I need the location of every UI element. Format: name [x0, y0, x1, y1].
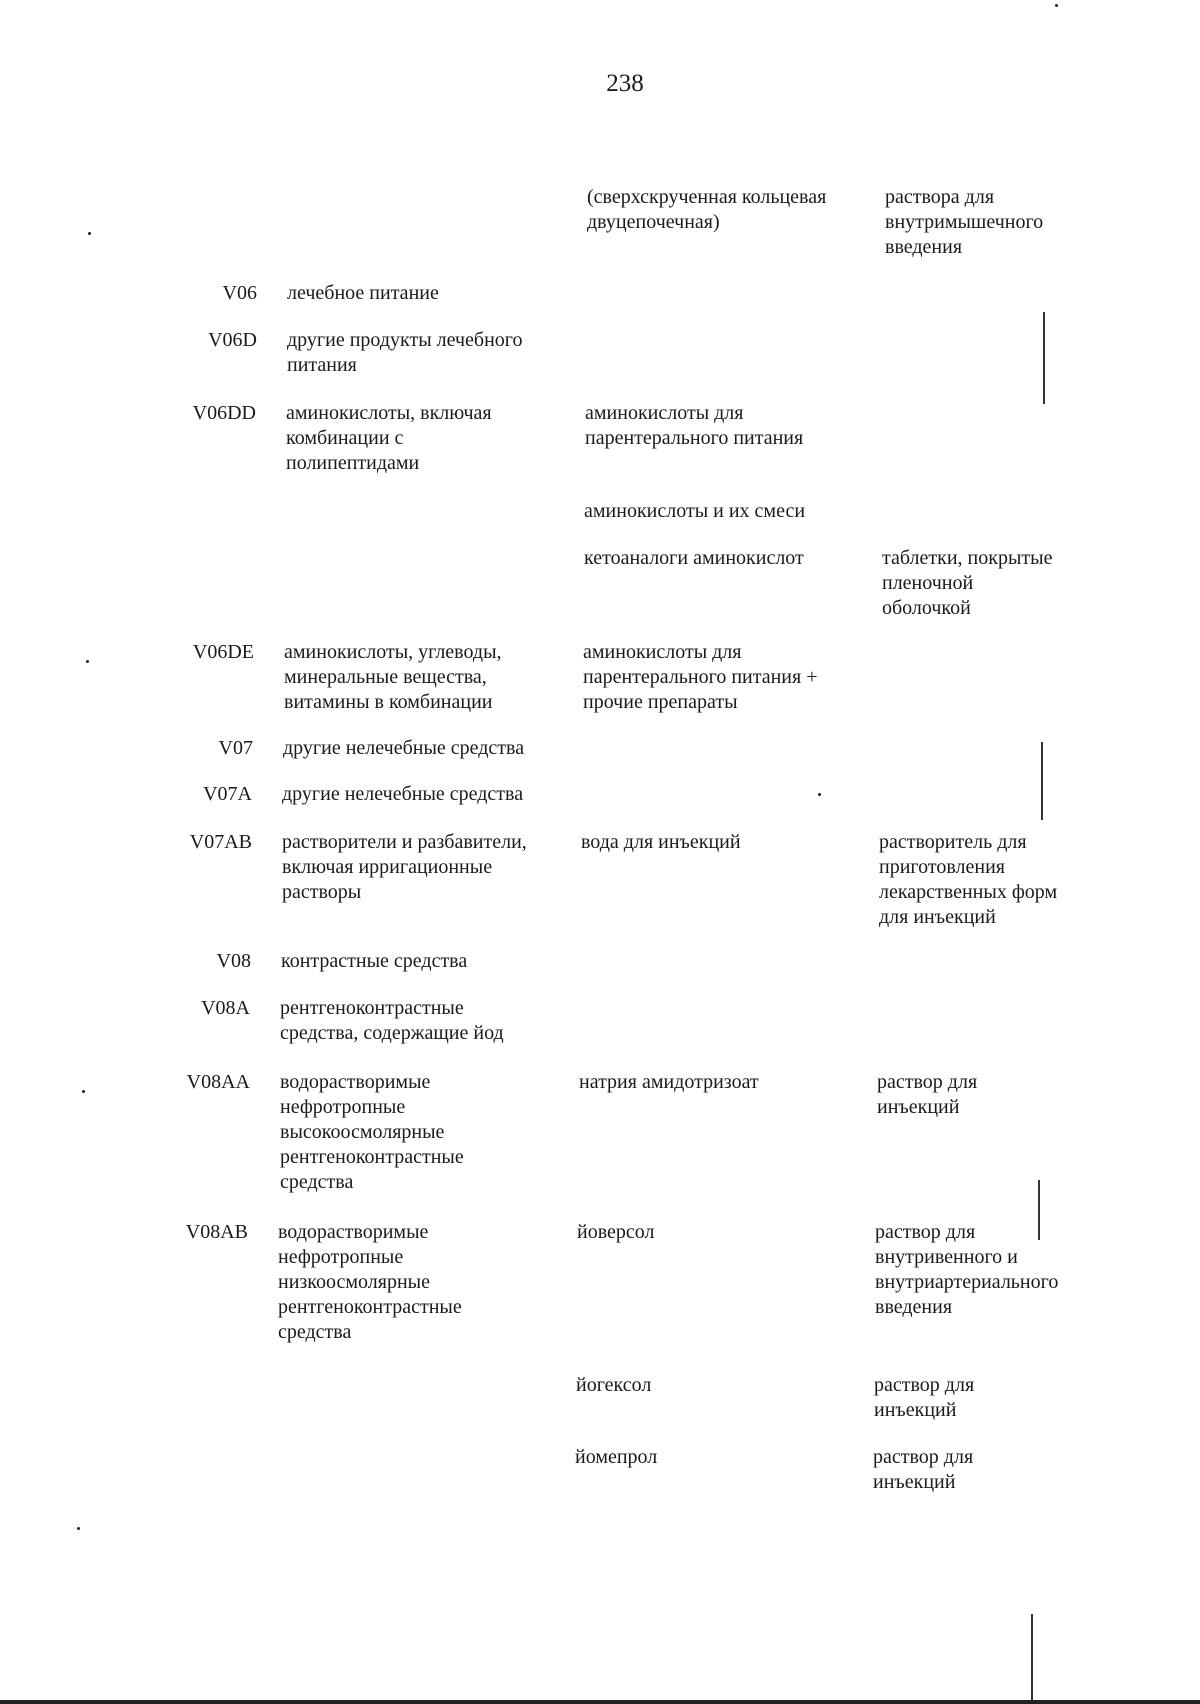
anatomical-therapeutic-group: водорастворимые нефротропные низкоосмолярные рентгеноконтрастные средства	[278, 1221, 462, 1343]
atc-code: V08A	[201, 997, 250, 1019]
anatomical-therapeutic-group: другие продукты лечебного питания	[287, 329, 523, 376]
drug-name: йомепрол	[575, 1446, 658, 1468]
drug-name: йоверсол	[577, 1221, 655, 1243]
dosage-form: раствора для внутримышечного введения	[885, 186, 1044, 258]
atc-code: V08AB	[185, 1221, 248, 1243]
dosage-form: таблетки, покрытые пленочной оболочкой	[882, 547, 1053, 619]
anatomical-therapeutic-group: контрастные средства	[281, 950, 468, 972]
anatomical-therapeutic-group: аминокислоты, включая комбинации с полипептидами	[286, 402, 492, 474]
bottom-scan-edge	[0, 1700, 1200, 1704]
dosage-form: раствор для внутривенного и внутриартериального введения	[875, 1221, 1059, 1318]
drug-name: аминокислоты для парентерального питания	[585, 402, 804, 449]
atc-code: V07AB	[189, 831, 252, 853]
atc-code: V06D	[208, 329, 257, 351]
atc-code: V07A	[203, 783, 252, 805]
anatomical-therapeutic-group: лечебное питание	[287, 282, 439, 304]
anatomical-therapeutic-group: водорастворимые нефротропные высокоосмолярные рентгеноконтрастные средства	[280, 1071, 464, 1193]
atc-code: V06	[222, 282, 257, 304]
dosage-form: раствор для инъекций	[877, 1071, 978, 1118]
page-number: 238	[606, 70, 644, 97]
anatomical-therapeutic-group: растворители и разбавители, включая ирригационные растворы	[282, 831, 527, 903]
anatomical-therapeutic-group: рентгеноконтрастные средства, содержащие йод	[280, 997, 504, 1044]
drug-name: натрия амидотризоат	[579, 1071, 759, 1093]
dosage-form: растворитель для приготовления лекарственных форм для инъекций	[879, 831, 1058, 928]
atc-code: V08AA	[186, 1071, 250, 1093]
dosage-form: раствор для инъекций	[874, 1374, 975, 1421]
drug-name: аминокислоты для парентерального питания + прочие препараты	[583, 641, 818, 713]
dosage-form: раствор для инъекций	[873, 1446, 974, 1493]
drug-name: (сверхскрученная кольцевая двуцепочечная)	[587, 186, 827, 233]
atc-code: V06DD	[192, 402, 256, 424]
drug-name: кетоаналоги аминокислот	[584, 547, 804, 569]
anatomical-therapeutic-group: другие нелечебные средства	[283, 737, 525, 759]
drug-name: йогексол	[576, 1374, 652, 1396]
anatomical-therapeutic-group: другие нелечебные средства	[282, 783, 524, 805]
atc-code: V07	[218, 737, 253, 759]
drug-name: аминокислоты и их смеси	[584, 500, 806, 522]
anatomical-therapeutic-group: аминокислоты, углеводы, минеральные вещества, витамины в комбинации	[284, 641, 502, 713]
drug-name: вода для инъекций	[581, 831, 741, 853]
atc-code: V08	[216, 950, 251, 972]
atc-code: V06DE	[192, 641, 254, 663]
